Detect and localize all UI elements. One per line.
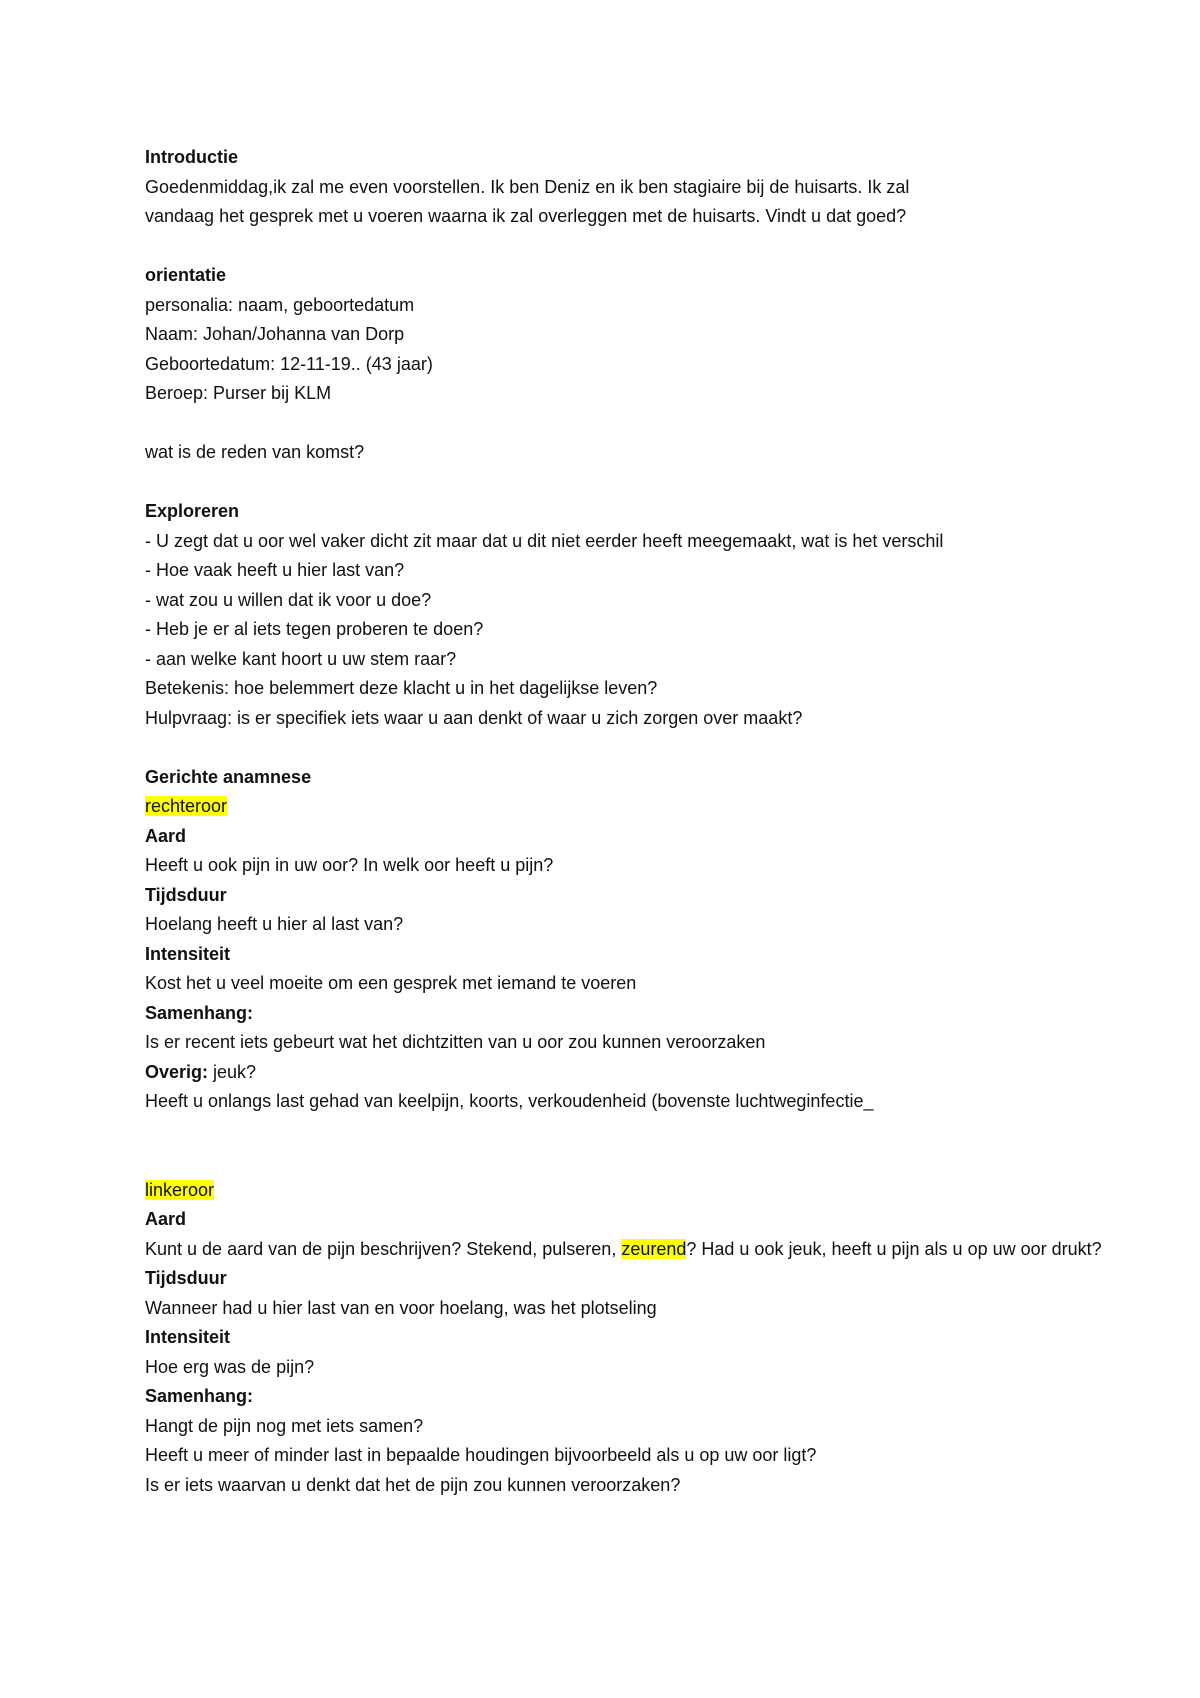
linkeroor-intensiteit-label: Intensiteit	[145, 1327, 231, 1347]
linkeroor-tijdsduur-label: Tijdsduur	[145, 1268, 227, 1288]
linkeroor-samenhang-line: Hangt de pijn nog met iets samen?	[145, 1415, 424, 1436]
linkeroor-tijdsduur-text: Wanneer had u hier last van en voor hoelang, was het plotseling	[145, 1297, 657, 1318]
linkeroor-samenhang-line: Heeft u meer of minder last in bepaalde houdingen bijvoorbeeld als u op uw oor ligt?	[145, 1445, 817, 1465]
rechteroor-overig-label: Overig:	[145, 1061, 209, 1082]
reden-van-komst-question: wat is de reden van komst?	[145, 442, 365, 462]
intro-line: vandaag het gesprek met u voeren waarna ik zal overleggen met de huisarts. Vindt u dat goed?	[145, 206, 907, 226]
exploreren-line: - Hoe vaak heeft u hier last van?	[145, 560, 405, 580]
intro-line: Goedenmiddag,ik zal me even voorstellen. Ik ben Deniz en ik ben stagiaire bij de huisarts. Ik zal	[145, 176, 910, 197]
rechteroor-aard-text: Heeft u ook pijn in uw oor? In welk oor heeft u pijn?	[145, 855, 554, 875]
rechteroor-intensiteit-text: Kost het u veel moeite om een gesprek met iemand te voeren	[145, 973, 637, 993]
orientatie-heading: orientatie	[145, 265, 227, 285]
linkeroor-aard-text-after: ? Had u ook jeuk, heeft u pijn als u op uw oor drukt?	[686, 1238, 1102, 1259]
linkeroor-aard-highlight: zeurend	[621, 1238, 687, 1259]
orientatie-line: Beroep: Purser bij KLM	[145, 383, 332, 403]
exploreren-line: - Heb je er al iets tegen proberen te doen?	[145, 619, 484, 639]
rechteroor-samenhang-label: Samenhang:	[145, 1002, 254, 1023]
linkeroor-samenhang-label: Samenhang:	[145, 1386, 254, 1406]
rechteroor-samenhang-text: Is er recent iets gebeurt wat het dichtzitten van u oor zou kunnen veroorzaken	[145, 1032, 766, 1052]
rechteroor-tijdsduur-label: Tijdsduur	[145, 884, 227, 905]
linkeroor-label: linkeroor	[145, 1179, 215, 1200]
linkeroor-intensiteit-text: Hoe erg was de pijn?	[145, 1356, 315, 1377]
document-body	[145, 143, 1105, 1500]
rechteroor-aard-label: Aard	[145, 825, 187, 846]
exploreren-heading: Exploreren	[145, 501, 240, 521]
exploreren-line: - U zegt dat u oor wel vaker dicht zit maar dat u dit niet eerder heeft meegemaakt, wat is het verschil	[145, 530, 944, 551]
exploreren-line: Hulpvraag: is er specifiek iets waar u aan denkt of waar u zich zorgen over maakt?	[145, 707, 803, 728]
rechteroor-extra-text: Heeft u onlangs last gehad van keelpijn, koorts, verkoudenheid (bovenste luchtweginfectie_	[145, 1091, 874, 1111]
linkeroor-aard-text	[145, 1235, 1105, 1265]
gerichte-anamnese-heading: Gerichte anamnese	[145, 766, 312, 787]
linkeroor-samenhang-line: Is er iets waarvan u denkt dat het de pijn zou kunnen veroorzaken?	[145, 1474, 681, 1495]
linkeroor-aard-label: Aard	[145, 1209, 187, 1229]
rechteroor-intensiteit-label: Intensiteit	[145, 943, 231, 964]
orientatie-line: personalia: naam, geboortedatum	[145, 294, 415, 315]
linkeroor-aard-text-before: Kunt u de aard van de pijn beschrijven? Stekend, pulseren,	[145, 1238, 622, 1259]
rechteroor-tijdsduur-text: Hoelang heeft u hier al last van?	[145, 914, 404, 934]
exploreren-line: Betekenis: hoe belemmert deze klacht u in het dagelijkse leven?	[145, 678, 658, 698]
exploreren-line: - aan welke kant hoort u uw stem raar?	[145, 648, 457, 669]
orientatie-line: Naam: Johan/Johanna van Dorp	[145, 324, 405, 344]
orientatie-line: Geboortedatum: 12-11-19.. (43 jaar)	[145, 353, 433, 374]
rechteroor-label: rechteroor	[145, 796, 228, 816]
exploreren-line: - wat zou u willen dat ik voor u doe?	[145, 589, 432, 610]
rechteroor-overig-text: jeuk?	[208, 1061, 257, 1082]
intro-heading: Introductie	[145, 147, 238, 167]
